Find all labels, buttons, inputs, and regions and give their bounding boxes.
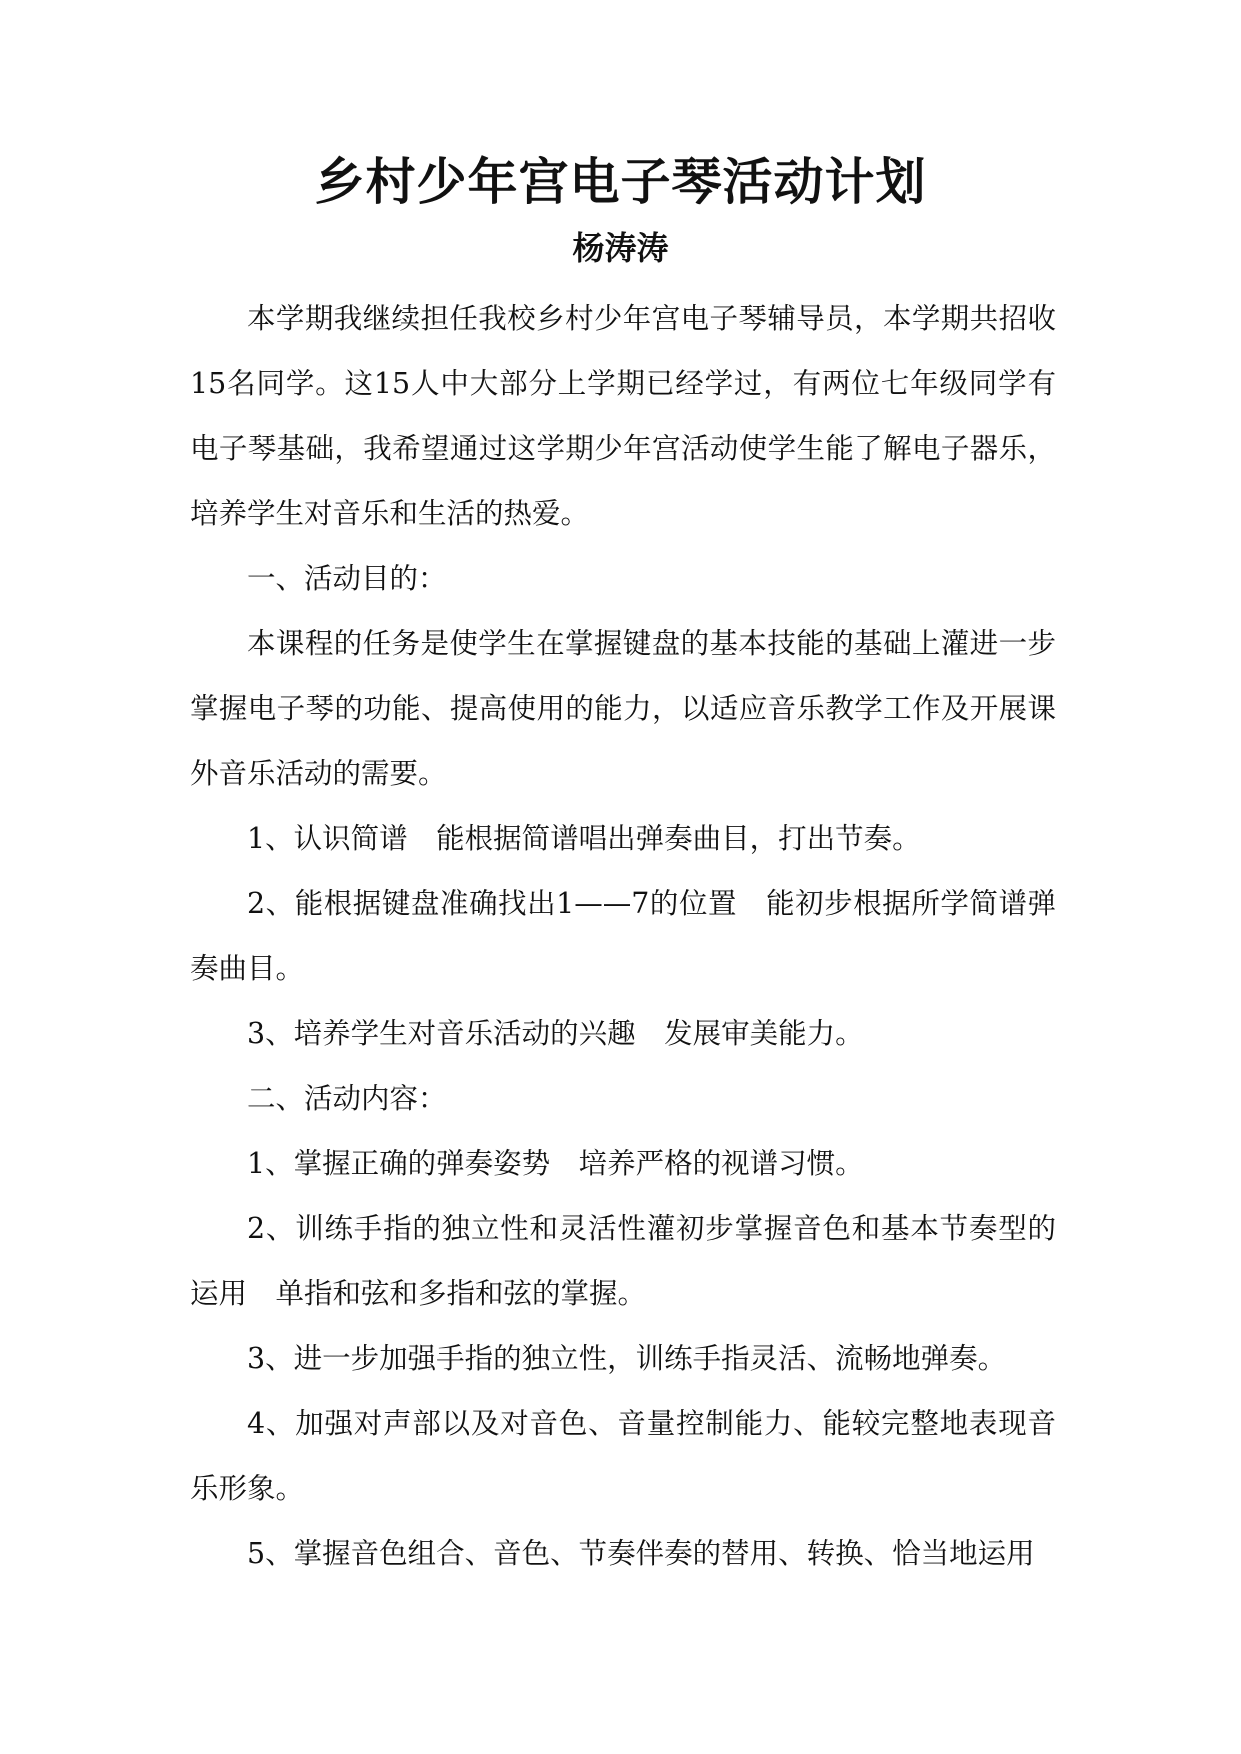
list-item: 2、能根据键盘准确找出1——7的位置 能初步根据所学简谱弹奏曲目。: [190, 887, 1056, 985]
list-item: 1、掌握正确的弹奏姿势 培养严格的视谱习惯。: [247, 1147, 864, 1180]
list-item: 5、掌握音色组合、音色、节奏伴奏的替用、转换、恰当地运用: [247, 1537, 1035, 1570]
list-item: 1、认识简谱 能根据简谱唱出弹奏曲目，打出节奏。: [247, 822, 921, 855]
section-heading-content: 二、活动内容：: [247, 1082, 447, 1115]
document-title: 乡村少年宫电子琴活动计划: [314, 152, 927, 211]
list-item: 3、进一步加强手指的独立性，训练手指灵活、流畅地弹奏。: [247, 1342, 1007, 1375]
document-author: 杨涛涛: [572, 229, 669, 267]
list-item: 2、训练手指的独立性和灵活性灌初步掌握音色和基本节奏型的运用 单指和弦和多指和弦的掌握。: [190, 1212, 1056, 1310]
list-item: 4、加强对声部以及对音色、音量控制能力、能较完整地表现音乐形象。: [190, 1407, 1056, 1505]
paragraph-intro: 本学期我继续担任我校乡村少年宫电子琴辅导员，本学期共招收15名同学。这15人中大部分上学期已经学过，有两位七年级同学有电子琴基础，我希望通过这学期少年宫活动使学生能了解电子器乐，培养学生对音乐和生活的热爱。: [190, 302, 1056, 530]
list-item: 3、培养学生对音乐活动的兴趣 发展审美能力。: [247, 1017, 864, 1050]
section-heading-purpose: 一、活动目的：: [247, 562, 447, 595]
paragraph-purpose: 本课程的任务是使学生在掌握键盘的基本技能的基础上灌进一步掌握电子琴的功能、提高使用的能力，以适应音乐教学工作及开展课外音乐活动的需要。: [190, 627, 1056, 790]
document-body: [190, 286, 1056, 1586]
